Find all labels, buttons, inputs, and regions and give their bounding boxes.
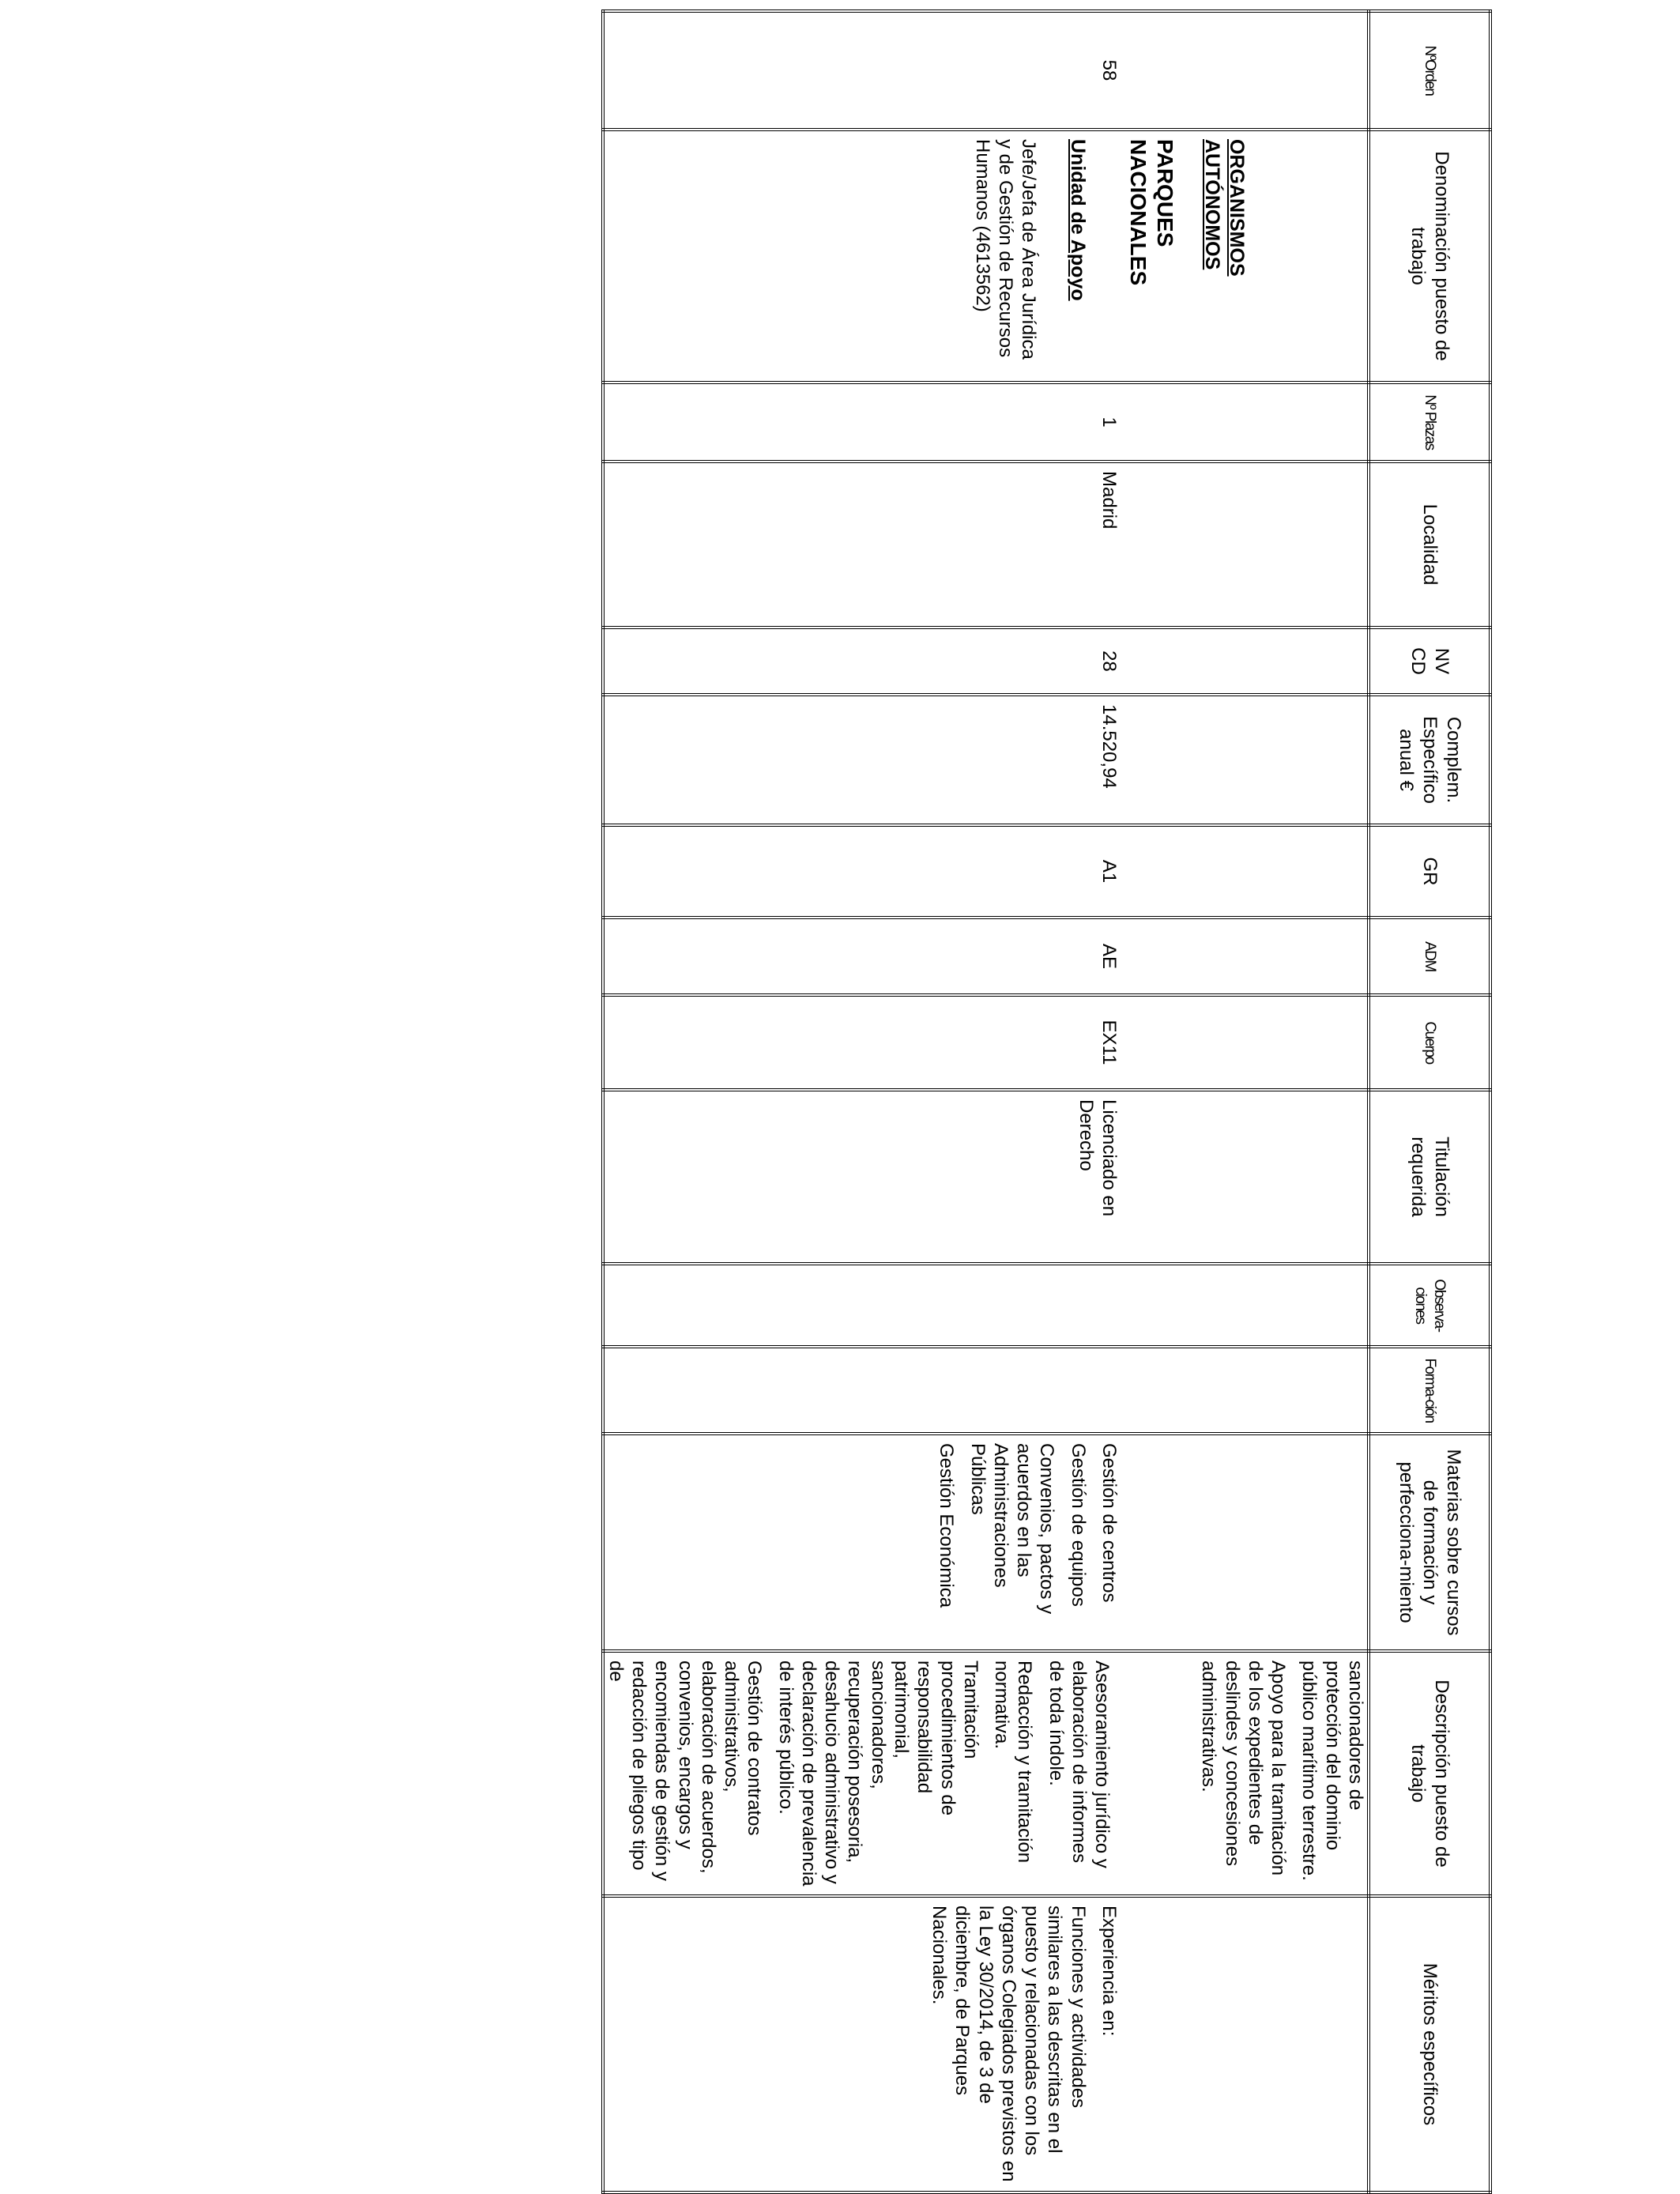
cell-gr [603,825,1369,918]
complemento-value: 14.520,94 [1098,704,1120,789]
header-meritos: Méritos específicos [1369,1896,1490,2192]
header-denominacion: Denominación puesto de trabajo [1369,130,1490,383]
positions-table [601,9,1492,2194]
adm-value: AE [1098,943,1120,969]
gr-value: A1 [1098,859,1120,884]
cell-meritos [603,1896,1369,2192]
cell-formacion [603,1347,1369,1434]
header-localidad: Localidad [1369,462,1490,628]
header-descripcion: Descripción puesto de trabajo [1369,1651,1490,1896]
header-row [1369,11,1490,2192]
header-adm: ADM [1369,918,1490,995]
descripcion-item: Asesoramiento jurídico y elaboración de informes de toda índole. [1045,1661,1113,1868]
plazas-value: 1 [1098,417,1120,428]
section-organismos: ORGANISMOS AUTÓNOMOS [1201,139,1248,277]
section-parques: PARQUES NACIONALES [1125,139,1177,286]
section-unidad: Unidad de Apoyo [1066,139,1089,301]
denominacion-value: Jefe/Jefa de Área Jurídica y de Gestión de Recursos Humanos (4613562) [971,139,1040,360]
cell-localidad [603,462,1369,628]
cell-cuerpo [603,995,1369,1090]
materia-item: Gestión de centros [1098,1443,1120,1603]
header-complemento: Complem. Específico anual € [1369,695,1490,825]
header-gr: GR [1369,825,1490,918]
header-cuerpo: Cuerpo [1369,995,1490,1090]
header-observaciones: Observa-ciones [1369,1264,1490,1347]
header-plazas: Nº Plazas [1369,383,1490,462]
descripcion-continuation: Apoyo para la tramitación de los expedientes de deslindes y concesiones administrativas. [1198,1661,1290,1876]
materia-item: Convenios, pactos y acuerdos en las Administraciones Públicas [966,1443,1058,1615]
cell-nv-cd [603,628,1369,695]
table-row [603,11,1369,2192]
descripcion-item: Redacción y tramitación normativa. [991,1661,1036,1864]
titulacion-value: Licenciado en Derecho [1075,1099,1120,1217]
meritos-intro: Experiencia en: [1098,1906,1120,2037]
materia-item: Gestión de equipos [1067,1443,1089,1607]
header-materias: Materias sobre cursos de formación y perfecciona-miento [1369,1434,1490,1651]
cell-orden [603,11,1369,130]
cell-plazas [603,383,1369,462]
cell-adm [603,918,1369,995]
meritos-item: Funciones y actividades similares a las descritas en el puesto y relacionadas con los órganos Colegiados previstos en la Ley 30/2014, de 3 de diciembre, de Parques Nacionales. [929,1906,1089,2182]
nv-cd-value: 28 [1098,650,1120,672]
cuerpo-value: EX11 [1098,1020,1120,1065]
cell-descripcion [603,1651,1369,1896]
cell-complemento [603,695,1369,825]
cell-materias [603,1434,1369,1651]
descripcion-continuation: sancionadores de protección del dominio público marítimo terrestre. [1298,1661,1366,1881]
header-orden: NºOrden [1369,11,1490,130]
orden-value: 58 [1098,59,1120,81]
descripcion-item: Tramitación procedimientos de responsabilidad patrimonial, sancionadores, recuperación posesoria, desahucio administrativo y declaración de prevalencia de interés público. [774,1661,981,1887]
descripcion-item: Gestión de contratos administrativos, elaboración de acuerdos, convenios, encargos y encomiendas de gestión y redacción de pliegos tipo de [605,1661,766,1881]
cell-denominacion [603,130,1369,383]
header-nv-cd: NV CD [1369,628,1490,695]
cell-titulacion [603,1090,1369,1264]
localidad-value: Madrid [1098,471,1120,530]
cell-observaciones [603,1264,1369,1347]
materia-item: Gestión Económica [936,1443,958,1608]
header-titulacion: Titulación requerida [1369,1090,1490,1264]
header-formacion: Forma-ción [1369,1347,1490,1434]
